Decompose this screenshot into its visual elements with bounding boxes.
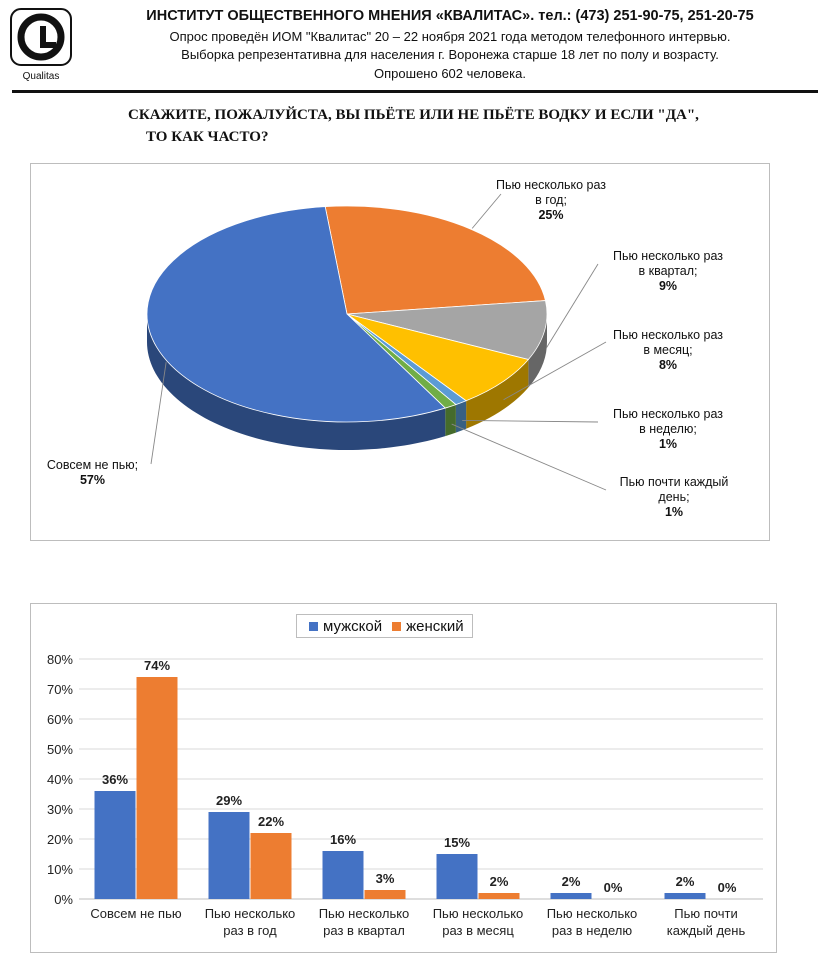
pie-label-quarter-line1: Пью несколько раз [612,249,724,263]
question-line-1: СКАЖИТЕ, ПОЖАЛУЙСТА, ВЫ ПЬЁТЕ ИЛИ НЕ ПЬЁТЕ ВОДКУ И ЕСЛИ "ДА", [128,107,699,123]
survey-info-line-3: Опрошено 602 человека. [374,66,526,81]
x-tick-label: Пью несколько [204,906,296,921]
x-tick-label: Пью несколько [432,906,524,921]
y-tick-label: 20% [46,832,73,847]
x-tick-label: Пью почти [674,906,738,921]
pie-label-year [481,178,621,223]
pie-label-month [598,328,738,373]
bar-value-label: 2% [561,874,581,889]
pie-value-daily: 1% [664,505,684,519]
institute-title: ИНСТИТУТ ОБЩЕСТВЕННОГО МНЕНИЯ «КВАЛИТАС». тел.: (473) 251-90-75, 251-20-75 [146,8,754,24]
pie-label-week-line1: Пью несколько раз [612,407,724,421]
pie-side-daily [445,405,456,436]
survey-info-line-1: Опрос проведён ИОМ "Квалитас" 20 – 22 ноября 2021 года методом телефонного интервью. [169,29,731,44]
bar-male [95,791,136,899]
pie-value-never: 57% [79,473,106,487]
bar-chart [31,604,776,952]
bar-male [323,851,364,899]
bar-value-label: 2% [675,874,695,889]
pie-label-month-line2: в месяц; [643,343,693,357]
survey-question [128,104,818,148]
bar-legend [296,614,473,638]
pie-label-never-line1: Совсем не пью; [46,458,139,472]
pie-label-daily-line1: Пью почти каждый [619,475,729,489]
pie-label-year-line2: в год; [535,193,567,207]
y-tick-label: 40% [46,772,73,787]
x-tick-label: Пью несколько [546,906,638,921]
survey-info-line-2: Выборка репрезентативна для населения г. Воронежа старше 18 лет по полу и возрасту. [181,47,719,62]
header-divider [12,90,818,93]
bar-value-label: 0% [717,880,737,895]
pie-value-week: 1% [658,437,678,451]
y-tick-label: 0% [54,892,73,907]
x-tick-label: раз в год [223,923,277,938]
pie-leader-quarter [547,264,598,348]
bar-value-label: 74% [143,658,171,673]
x-tick-label: каждый день [666,923,746,938]
bar-female [479,893,520,899]
pie-label-quarter [598,249,738,294]
pie-label-month-line1: Пью несколько раз [612,328,724,342]
pie-leader-daily [452,424,606,490]
bar-value-label: 22% [257,814,285,829]
bar-male [665,893,706,899]
bar-female [365,890,406,899]
qualitas-logo [10,8,72,82]
bar-value-label: 2% [489,874,509,889]
bar-male [209,812,250,899]
pie-label-never [35,458,150,488]
bar-chart-frame [30,603,777,953]
bar-value-label: 16% [329,832,357,847]
y-tick-label: 50% [46,742,73,757]
legend-label-male: мужской [323,617,383,635]
y-tick-label: 10% [46,862,73,877]
pie-value-month: 8% [658,358,678,372]
y-tick-label: 70% [46,682,73,697]
legend-swatch-female [392,622,401,631]
bar-value-label: 36% [101,772,129,787]
bar-male [551,893,592,899]
legend-label-female: женский [406,617,464,635]
x-tick-label: раз в месяц [442,923,514,938]
y-tick-label: 80% [46,652,73,667]
x-tick-label: Совсем не пью [90,906,182,921]
pie-label-daily [604,475,744,520]
pie-label-year-line1: Пью несколько раз [495,178,607,192]
question-line-2: ТО КАК ЧАСТО? [146,129,269,145]
pie-label-week-line2: в неделю; [639,422,697,436]
bar-male [437,854,478,899]
x-tick-label: раз в квартал [323,923,405,938]
pie-label-quarter-line2: в квартал; [638,264,698,278]
pie-value-year: 25% [538,208,564,222]
y-tick-label: 60% [46,712,73,727]
pie-label-daily-line2: день; [658,490,690,504]
y-tick-label: 30% [46,802,73,817]
pie-label-week [598,407,738,452]
bar-value-label: 3% [375,871,395,886]
legend-swatch-male [309,622,318,631]
pie-chart-frame [30,163,770,541]
report-header [0,0,828,95]
x-tick-label: раз в неделю [551,923,633,938]
x-tick-label: Пью несколько [318,906,410,921]
bar-female [137,677,178,899]
bar-value-label: 15% [443,835,471,850]
pie-value-quarter: 9% [658,279,678,293]
bar-value-label: 29% [215,793,243,808]
bar-value-label: 0% [603,880,623,895]
bar-female [251,833,292,899]
logo-text: Qualitas [22,71,60,82]
